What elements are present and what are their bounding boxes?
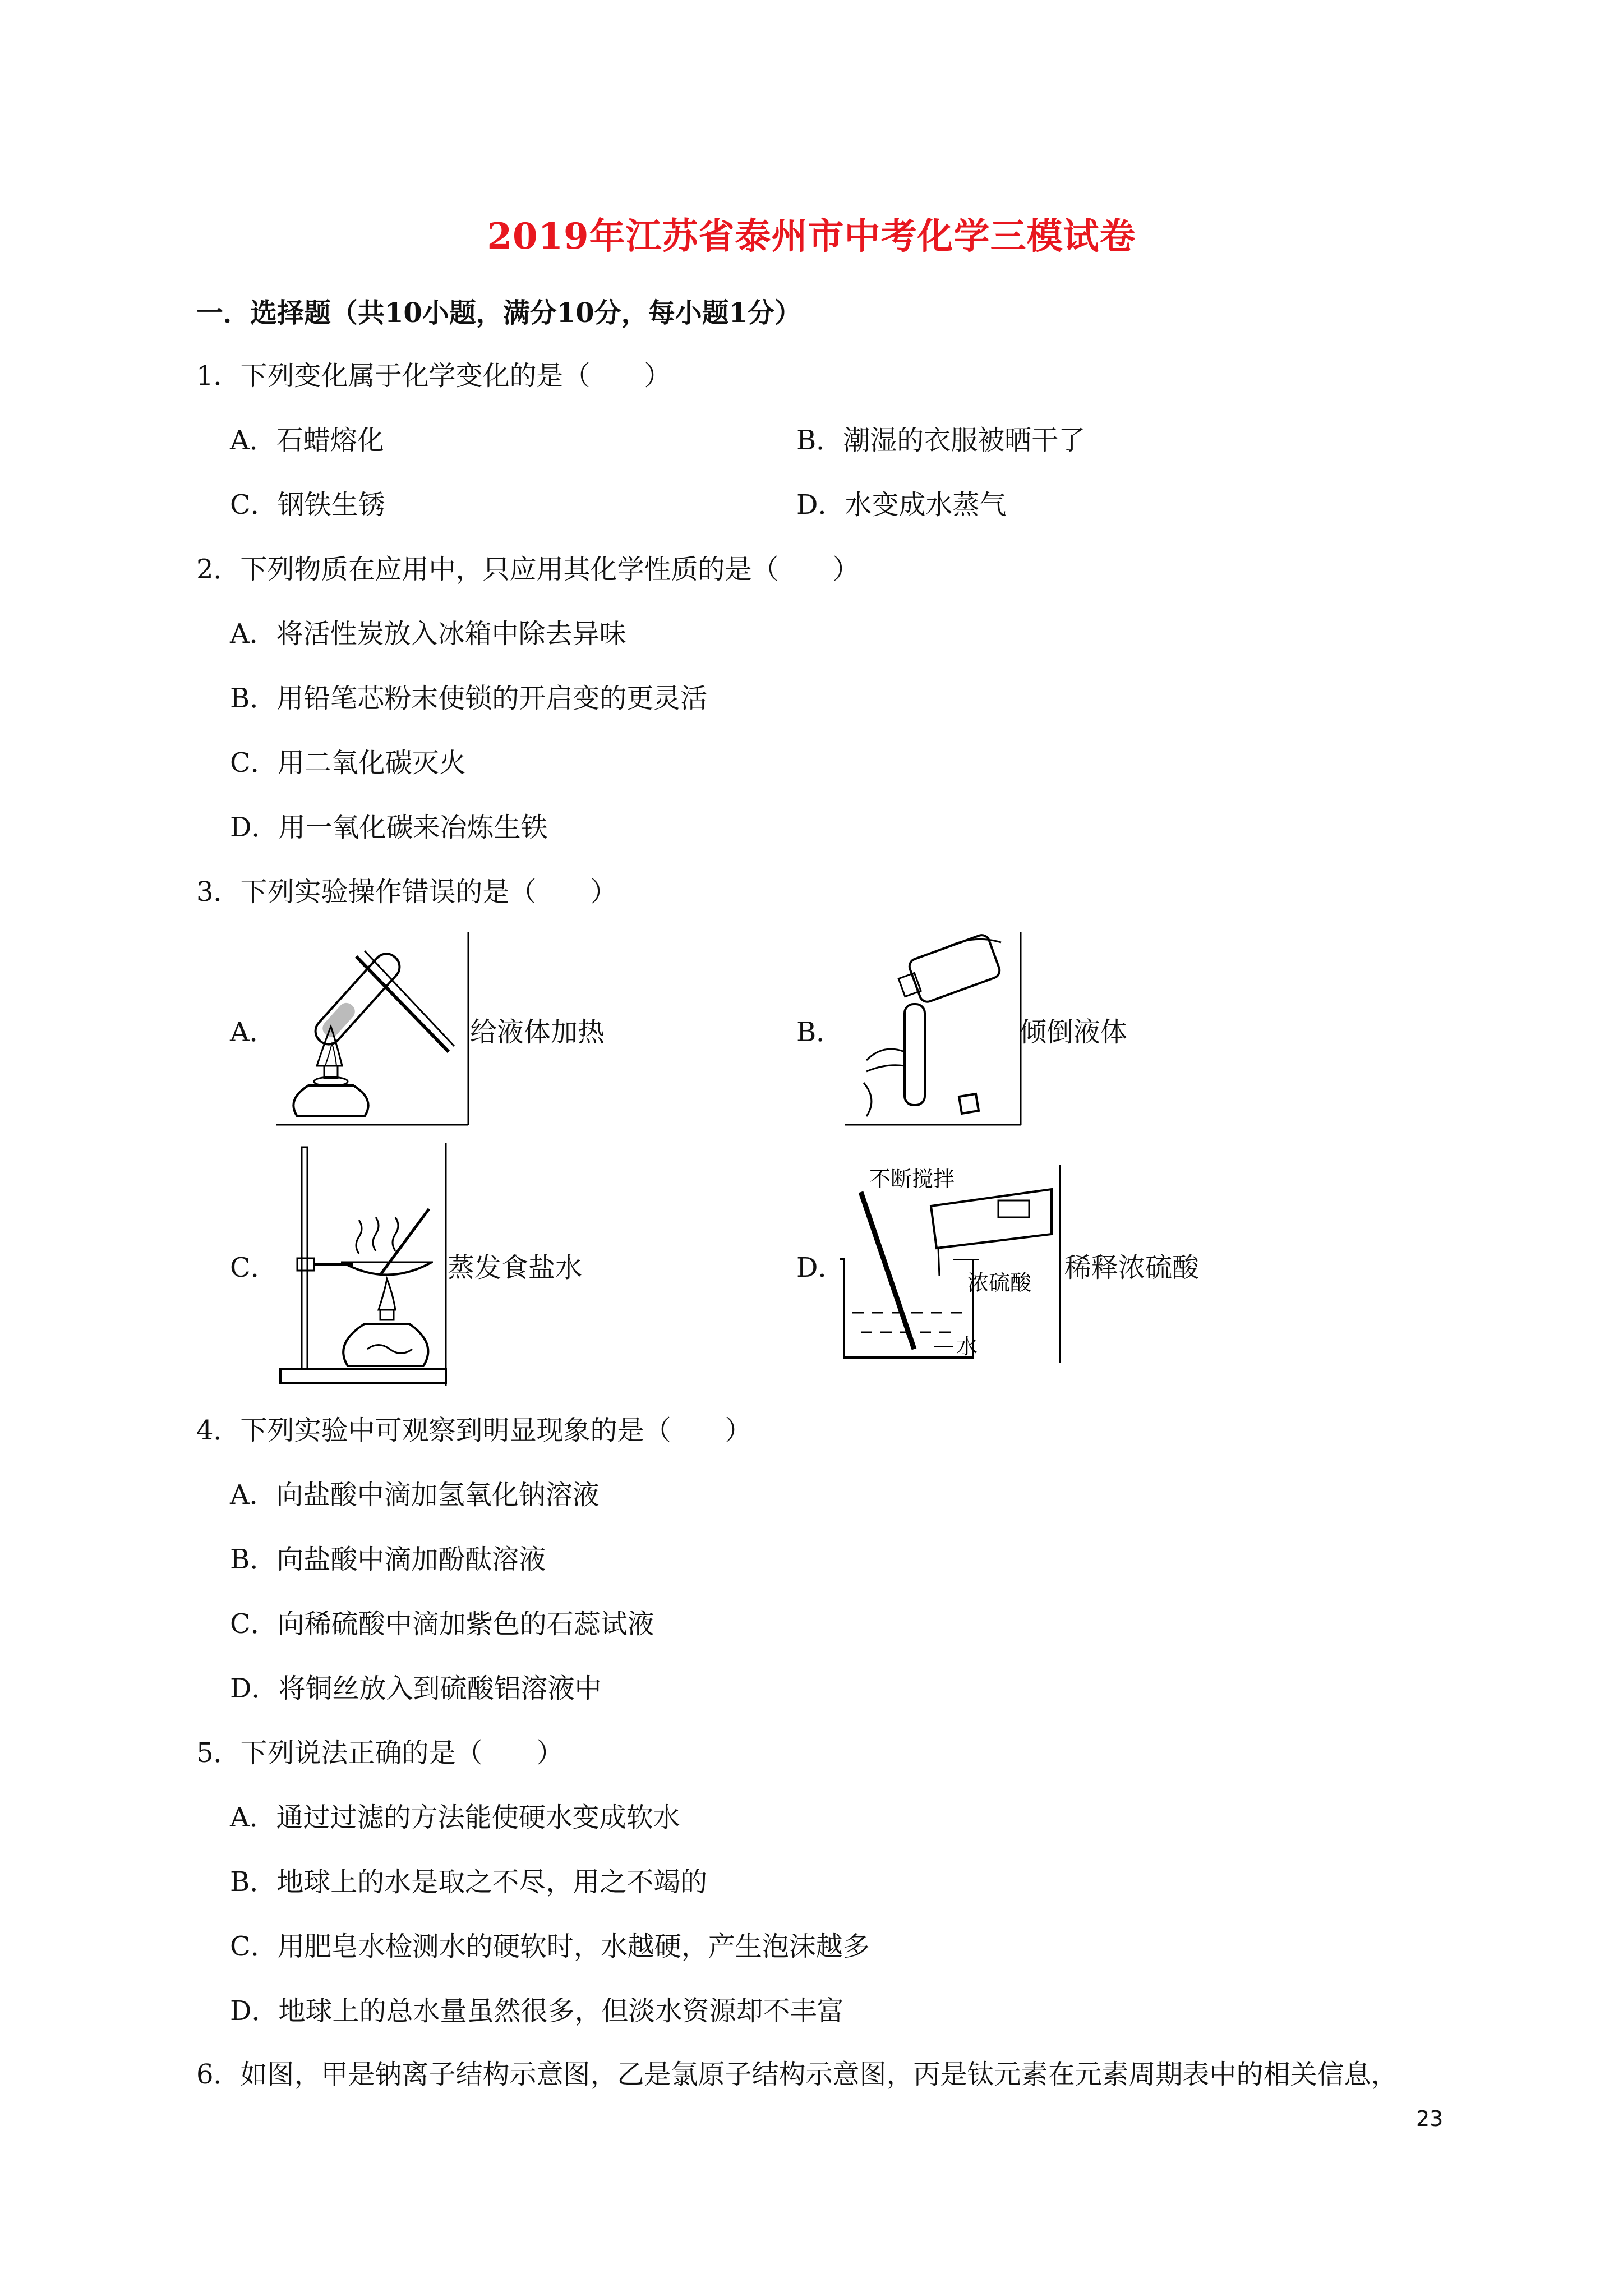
question-3-option-a-caption: 给液体加热	[470, 1016, 605, 1048]
question-2-option-b: B．用铅笔芯粉末使锁的开启变的更灵活	[230, 683, 708, 714]
pouring-liquid-figure	[844, 931, 1023, 1128]
question-3-option-b-letter: B．	[796, 1016, 843, 1048]
page-number: 23	[1416, 2106, 1444, 2131]
page-title: 2019年江苏省泰州市中考化学三模试卷	[487, 215, 1136, 257]
question-3-option-d-letter: D．	[796, 1252, 845, 1283]
question-4-option-d: D．将铜丝放入到硫酸铝溶液中	[230, 1673, 602, 1704]
section-heading: 一．选择题（共10小题，满分10分，每小题1分）	[196, 297, 801, 329]
acid-label: 浓硫酸	[967, 1271, 1032, 1295]
question-3-option-d-caption: 稀释浓硫酸	[1064, 1252, 1200, 1283]
question-3-option-b-caption: 倾倒液体	[1020, 1016, 1128, 1048]
question-1-stem: 1．下列变化属于化学变化的是（ ）	[196, 360, 671, 392]
question-3-option-c-letter: C．	[230, 1252, 278, 1283]
question-4-option-b: B．向盐酸中滴加酚酞溶液	[230, 1544, 546, 1575]
question-1-option-d: D．水变成水蒸气	[796, 489, 1007, 521]
evaporation-figure	[275, 1142, 449, 1388]
question-4-option-a: A．向盐酸中滴加氢氧化钠溶液	[230, 1479, 600, 1511]
stir-label: 不断搅拌	[869, 1167, 955, 1191]
question-3-stem: 3．下列实验操作错误的是（ ）	[196, 876, 617, 908]
heating-liquid-figure	[275, 931, 471, 1128]
question-5-option-d: D．地球上的总水量虽然很多，但淡水资源却不丰富	[230, 1995, 844, 2027]
question-3-option-c-caption: 蒸发食盐水	[448, 1252, 583, 1283]
question-5-option-a: A．通过过滤的方法能使硬水变成软水	[230, 1802, 680, 1833]
question-5-option-c: C．用肥皂水检测水的硬软时，水越硬，产生泡沫越多	[230, 1931, 870, 1962]
question-2-option-d: D．用一氧化碳来冶炼生铁	[230, 812, 548, 843]
question-3-option-a-letter: A．	[230, 1016, 276, 1048]
question-1-option-a: A．石蜡熔化	[230, 425, 384, 456]
question-6-stem: 6．如图，甲是钠离子结构示意图，乙是氯原子结构示意图，丙是钛元素在元素周期表中的相关信息，	[196, 2059, 1398, 2090]
question-1-option-b: B．潮湿的衣服被晒干了	[796, 425, 1086, 456]
question-2-option-a: A．将活性炭放入冰箱中除去异味	[230, 618, 626, 650]
question-4-option-c: C．向稀硫酸中滴加紫色的石蕊试液	[230, 1608, 654, 1640]
question-2-option-c: C．用二氧化碳灭火	[230, 747, 466, 779]
question-2-stem: 2．下列物质在应用中，只应用其化学性质的是（ ）	[196, 554, 860, 585]
question-5-option-b: B．地球上的水是取之不尽，用之不竭的	[230, 1866, 708, 1898]
question-4-stem: 4．下列实验中可观察到明显现象的是（ ）	[196, 1415, 752, 1446]
question-5-stem: 5．下列说法正确的是（ ）	[196, 1737, 564, 1769]
water-label: 水	[956, 1334, 978, 1359]
diluting-acid-figure	[838, 1164, 1063, 1366]
question-1-option-c: C．钢铁生锈	[230, 489, 385, 521]
